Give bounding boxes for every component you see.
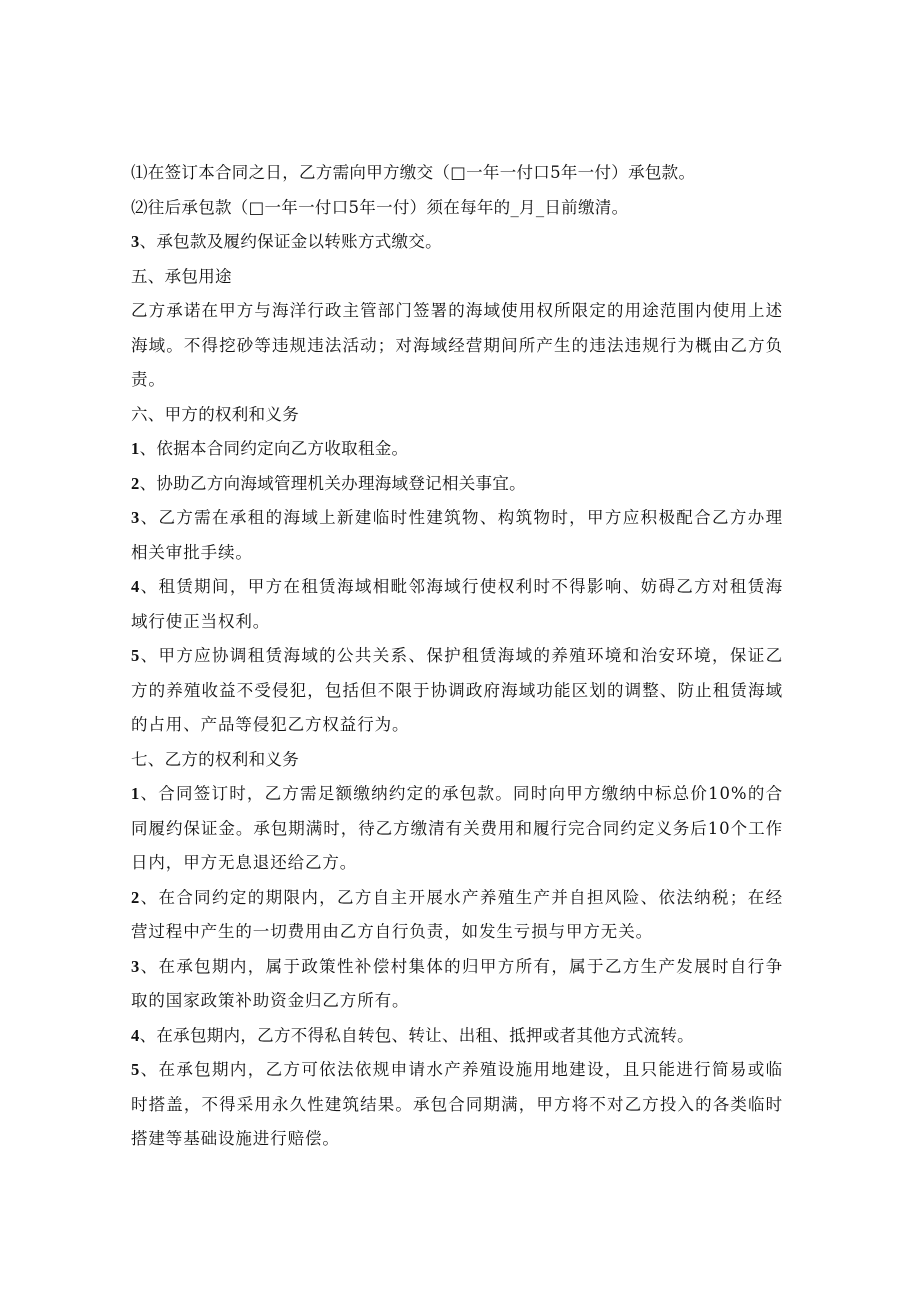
clause-text: 、依据本合同约定向乙方收取租金。 bbox=[139, 439, 409, 458]
document-body bbox=[131, 156, 783, 1157]
clause-paragraph bbox=[131, 1019, 783, 1054]
clause-number: 5 bbox=[131, 1060, 141, 1079]
clause-text: 、在承包期内，乙方不得私自转包、转让、出租、抵押或者其他方式流转。 bbox=[139, 1025, 694, 1045]
clause-paragraph bbox=[131, 570, 783, 639]
clause-number: 3 bbox=[131, 232, 140, 251]
clause-paragraph bbox=[131, 156, 783, 191]
clause-paragraph bbox=[131, 467, 783, 502]
clause-paragraph bbox=[131, 950, 783, 1019]
clause-paragraph bbox=[131, 294, 783, 398]
clause-text: 、甲方应协调租赁海域的公共关系、保护租赁海域的养殖环境和治安环境，保证乙方的养殖收益不受侵犯，包括但不限于协调政府海域功能区划的调整、防止租赁海域的占用、产品等侵犯乙方权益行为。 bbox=[131, 646, 783, 734]
clause-text: 、在承包期内，属于政策性补偿村集体的归甲方所有，属于乙方生产发展时自行争取的国家政策补助资金归乙方所有。 bbox=[131, 956, 783, 1010]
clause-text: 、协助乙方向海域管理机关办理海域登记相关事宜。 bbox=[139, 473, 526, 493]
clause-number: 1 bbox=[131, 439, 140, 458]
section-heading bbox=[131, 398, 783, 433]
clause-number: 2 bbox=[131, 887, 141, 907]
section-heading-text: 五、承包用途 bbox=[131, 266, 232, 286]
clause-number: 3 bbox=[131, 508, 141, 527]
clause-paragraph bbox=[131, 191, 783, 226]
clause-text: ⑴在签订本合同之日，乙方需向甲方缴交（□一年一付口5年一付）承包款。 bbox=[131, 163, 696, 182]
clause-text: 、在合同约定的期限内，乙方自主开展水产养殖生产并自担风险、依法纳税；在经营过程中产生的一切费用由乙方自行负责，如发生亏损与甲方无关。 bbox=[131, 887, 783, 941]
clause-text: 、乙方需在承租的海域上新建临时性建筑物、构筑物时，甲方应积极配合乙方办理相关审批手续。 bbox=[131, 508, 783, 562]
clause-paragraph bbox=[131, 881, 783, 950]
clause-text: 乙方承诺在甲方与海洋行政主管部门签署的海域使用权所限定的用途范围内使用上述海域。不得挖砂等违规违法活动；对海域经营期间所产生的违法违规行为概由乙方负责。 bbox=[131, 301, 783, 389]
section-heading-text: 七、乙方的权利和义务 bbox=[131, 749, 299, 769]
clause-number: 1 bbox=[131, 784, 141, 803]
section-heading bbox=[131, 260, 783, 295]
clause-paragraph bbox=[131, 777, 783, 881]
section-heading-text: 六、甲方的权利和义务 bbox=[131, 404, 299, 424]
clause-text: ⑵往后承包款（□一年一付口5年一付）须在每年的_月_日前缴清。 bbox=[131, 197, 629, 217]
section-heading bbox=[131, 743, 783, 778]
clause-paragraph bbox=[131, 1053, 783, 1157]
clause-number: 5 bbox=[131, 646, 141, 665]
clause-text: 、合同签订时，乙方需足额缴纳约定的承包款。同时向甲方缴纳中标总价10%的合同履约保证金。承包期满时，待乙方缴清有关费用和履行完合同约定义务后10个工作日内，甲方无息退还给乙方。 bbox=[131, 784, 783, 872]
clause-number: 4 bbox=[131, 577, 141, 596]
clause-text: 、在承包期内，乙方可依法依规申请水产养殖设施用地建设，且只能进行简易或临时搭盖，不得采用永久性建筑结果。承包合同期满，甲方将不对乙方投入的各类临时搭建等基础设施进行赔偿。 bbox=[131, 1060, 783, 1148]
clause-number: 3 bbox=[131, 956, 141, 976]
clause-paragraph bbox=[131, 432, 783, 467]
clause-number: 4 bbox=[131, 1025, 140, 1045]
clause-paragraph bbox=[131, 501, 783, 570]
clause-paragraph bbox=[131, 225, 783, 260]
clause-paragraph bbox=[131, 639, 783, 743]
clause-text: 、租赁期间，甲方在租赁海域相毗邻海域行使权利时不得影响、妨碍乙方对租赁海域行使正当权利。 bbox=[131, 577, 783, 631]
clause-text: 、承包款及履约保证金以转账方式缴交。 bbox=[139, 232, 442, 251]
clause-number: 2 bbox=[131, 473, 140, 493]
